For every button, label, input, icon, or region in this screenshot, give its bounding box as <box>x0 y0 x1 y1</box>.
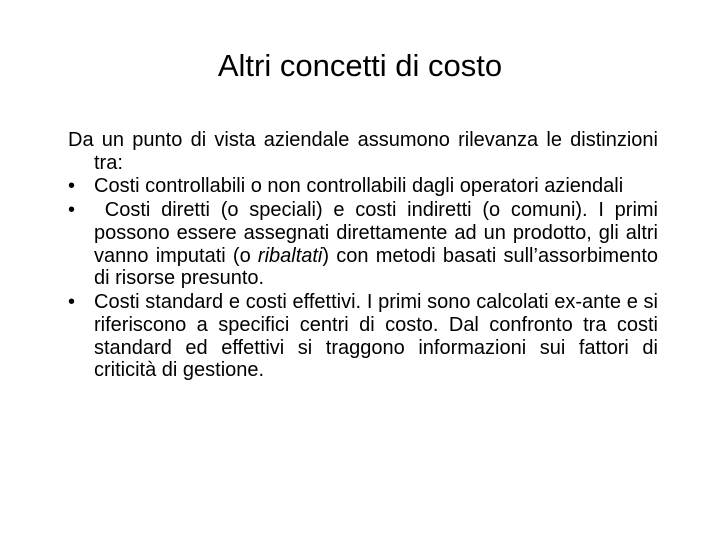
bullet-icon: • <box>68 198 76 221</box>
bullet-text: Costi controllabili o non controllabili dagli operatori aziendali <box>94 175 624 198</box>
bullet-icon: • <box>68 175 76 198</box>
bullet-item-direct-costs <box>68 199 658 290</box>
intro-paragraph: Da un punto di vista aziendale assumono rilevanza le distinzioni tra: <box>68 129 658 174</box>
bullet-item-controllable-costs <box>68 175 658 198</box>
bullet-icon: • <box>68 290 76 313</box>
bullet-text-part: ) con metodi basati sull’assorbimento di risorse presunto. <box>94 244 658 290</box>
bullet-text-part: Costi diretti (o speciali) e costi indiretti (o comuni). I primi possono essere assegnati direttamente ad un prodotto, gli altri vanno imputati (o <box>94 198 658 267</box>
bullet-item-standard-costs <box>68 291 658 382</box>
bullet-lead-space <box>94 199 105 221</box>
bullet-text: Costi standard e costi effettivi. I primi sono calcolati ex-ante e si riferiscono a specifici centri di costo. Dal confronto tra costi standard ed effettivi si traggono informazioni sui fattori di criticità di gestione. <box>94 290 658 382</box>
italic-term: ribaltati <box>257 244 323 267</box>
slide-title: Altri concetti di costo <box>217 48 503 83</box>
slide-body <box>68 129 658 383</box>
